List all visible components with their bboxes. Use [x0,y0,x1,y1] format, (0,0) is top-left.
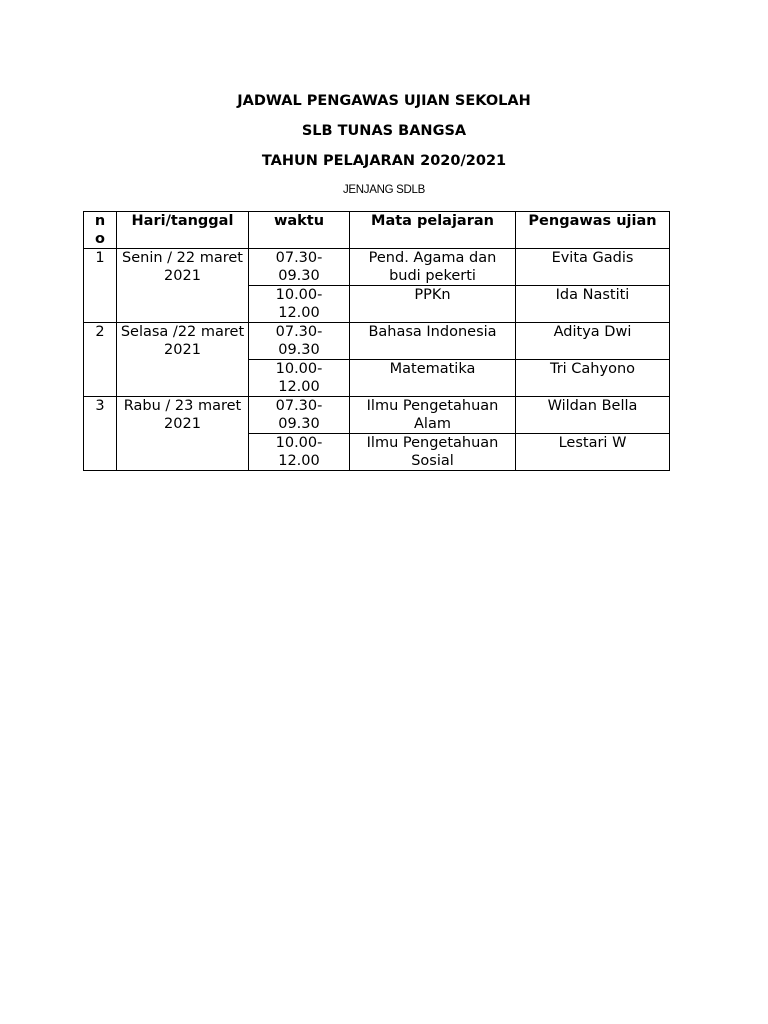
header-subject: Mata pelajaran [350,212,516,249]
session-time: 10.00-12.00 [249,360,350,397]
header-supervisor: Pengawas ujian [516,212,670,249]
table-header-row [84,212,670,249]
header-no: no [84,212,117,249]
session-supervisor: Lestari W [516,434,670,471]
session-supervisor: Wildan Bella [516,397,670,434]
session-time: 07.30-09.30 [249,323,350,360]
academic-year: TAHUN PELAJARAN 2020/2021 [261,153,507,169]
header-day: Hari/tanggal [117,212,249,249]
session-time: 10.00-12.00 [249,286,350,323]
row-number: 1 [84,249,117,323]
session-supervisor: Tri Cahyono [516,360,670,397]
row-date: Rabu / 23 maret 2021 [117,397,249,471]
session-time: 07.30-09.30 [249,249,350,286]
session-supervisor: Ida Nastiti [516,286,670,323]
row-number: 2 [84,323,117,397]
session-time: 07.30-09.30 [249,397,350,434]
table-row [84,249,670,286]
header-time: waktu [249,212,350,249]
session-subject: PPKn [350,286,516,323]
session-supervisor: Evita Gadis [516,249,670,286]
session-subject: Ilmu Pengetahuan Sosial [350,434,516,471]
table-row [84,397,670,434]
row-date: Selasa /22 maret 2021 [117,323,249,397]
session-supervisor: Aditya Dwi [516,323,670,360]
table-row [84,323,670,360]
row-date: Senin / 22 maret 2021 [117,249,249,323]
session-subject: Ilmu Pengetahuan Alam [350,397,516,434]
session-subject: Bahasa Indonesia [350,323,516,360]
level-subtitle: JENJANG SDLB [342,184,426,196]
schedule-table [83,211,670,471]
session-subject: Matematika [350,360,516,397]
document-title: JADWAL PENGAWAS UJIAN SEKOLAH [237,93,531,109]
session-time: 10.00-12.00 [249,434,350,471]
session-subject: Pend. Agama dan budi pekerti [350,249,516,286]
school-name: SLB TUNAS BANGSA [301,123,467,139]
row-number: 3 [84,397,117,471]
